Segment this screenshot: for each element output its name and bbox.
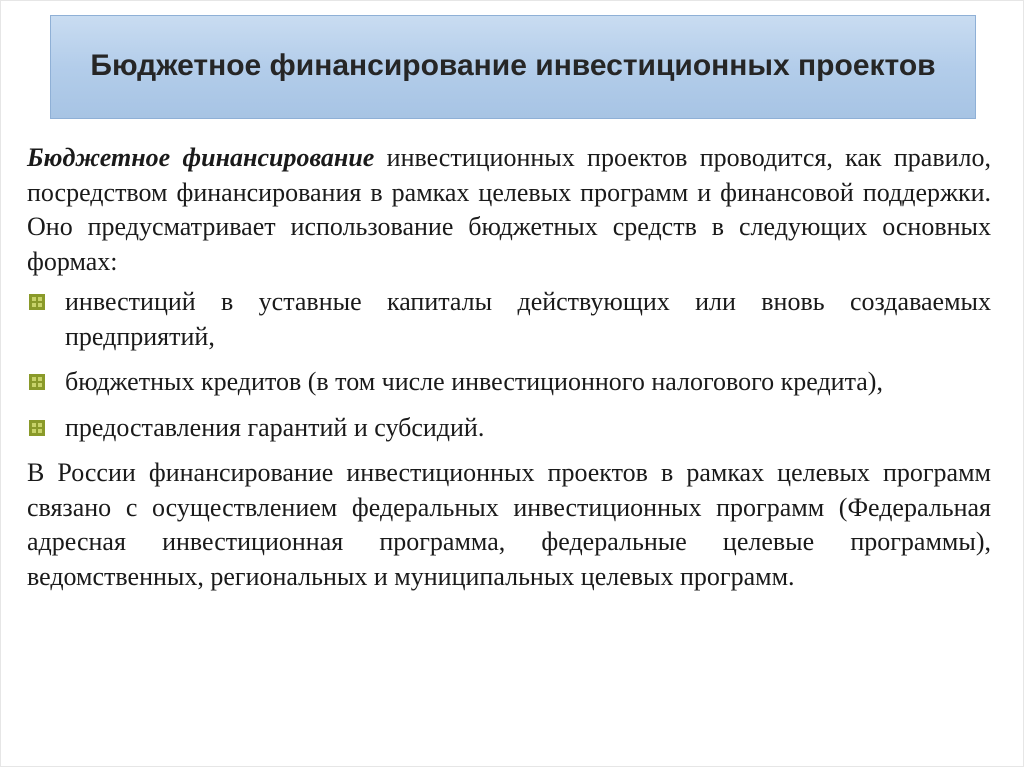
- list-item: [27, 365, 991, 400]
- slide-body: [27, 141, 991, 594]
- square-plus-bullet-icon: [29, 294, 45, 310]
- intro-lead-term: Бюджетное финансирование: [27, 143, 375, 172]
- square-plus-bullet-icon: [29, 374, 45, 390]
- list-item-text: инвестиций в уставные капиталы действующих или вновь создаваемых предприятий,: [65, 287, 991, 351]
- list-item: [27, 411, 991, 446]
- intro-text: инвестиционных проектов проводится, как правило, посредством финансирования в рамках целевых программ и финансовой поддержки. Оно предусматривает использование бюджетных средств в следующих основных формах:: [27, 143, 991, 276]
- list-item: [27, 285, 991, 354]
- forms-list: [27, 285, 991, 445]
- list-item-text: бюджетных кредитов (в том числе инвестиционного налогового кредита),: [65, 367, 883, 396]
- closing-paragraph: В России финансирование инвестиционных проектов в рамках целевых программ связано с осуществлением федеральных инвестиционных программ (Федеральная адресная инвестиционная программа, федеральные целевые программы), ведомственных, региональных и муниципальных целевых программ.: [27, 458, 991, 591]
- page-title: Бюджетное финансирование инвестиционных проектов: [90, 49, 936, 82]
- intro-paragraph: [27, 141, 991, 279]
- title-banner: [50, 15, 976, 119]
- list-item-text: предоставления гарантий и субсидий.: [65, 412, 485, 442]
- square-plus-bullet-icon: [29, 420, 45, 436]
